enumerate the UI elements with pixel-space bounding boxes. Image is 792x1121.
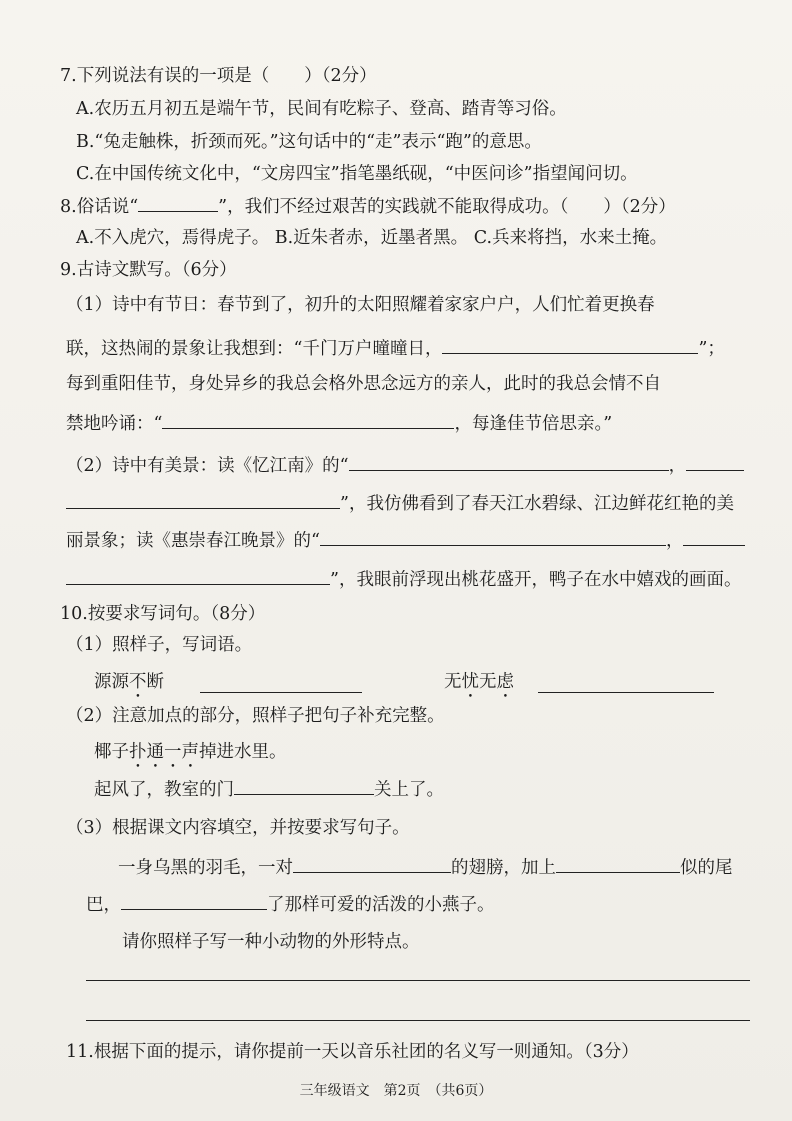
w2-dot: 忧: [461, 672, 479, 692]
q9-p2-line1-post: ，: [668, 456, 687, 476]
q10-blank-compose[interactable]: [121, 891, 267, 910]
q9-blank-3[interactable]: [349, 452, 669, 471]
q10-write-prompt: 请你照样子写一种小动物的外形特点。: [122, 932, 420, 952]
q10-sentence-blank[interactable]: [234, 776, 374, 795]
q9-p1-line1: （1）诗中有节日：春节到了，初升的太阳照耀着家家户户，人们忙着更换春: [66, 295, 655, 315]
q11-stem: 11.根据下面的提示，请你提前一天以音乐社团的名义写一则通知。（3分）: [66, 1042, 639, 1062]
q9-p1-line2-post: ”；: [698, 339, 725, 359]
q9-p1-line4-post: ，每逢佳节倍思亲。”: [454, 414, 613, 434]
w1-post: 断: [146, 672, 164, 692]
q8-stem: [60, 193, 676, 219]
l1-post: 似的尾: [680, 858, 733, 878]
q8-stem-post: ”，我们不经过艰苦的实践就不能取得成功。（ ）（2分）: [218, 197, 676, 217]
q10-example-sentence: [94, 740, 287, 772]
q7-stem: 7.下列说法有误的一项是（ ）（2分）: [60, 66, 377, 86]
q10-sub3: （3）根据课文内容填空，并按要求写句子。: [66, 818, 410, 838]
q8-options: A.不入虎穴，焉得虎子。 B.近朱者赤，近墨者黑。 C.兵来将挡，水来土掩。: [76, 228, 668, 248]
q9-blank-6[interactable]: [320, 527, 666, 546]
l1-pre: 一身乌黑的羽毛，一对: [118, 858, 293, 878]
q10-word-example-1: [94, 670, 164, 702]
q9-p1-line3: 每到重阳佳节，身处异乡的我总会格外思念远方的亲人，此时的我总会情不自: [66, 374, 661, 394]
l2-pre: 巴，: [86, 895, 121, 915]
answer-line-2[interactable]: [86, 1020, 750, 1021]
q7-option-a: A.农历五月初五是端午节，民间有吃粽子、登高、踏青等习俗。: [76, 99, 567, 119]
q7-option-b: B.“兔走触株，折颈而死。”这句话中的“走”表示“跑”的意思。: [76, 132, 542, 152]
q9-p2-line2: [66, 490, 734, 516]
q9-p1-line4: [66, 410, 612, 436]
q10-sub2: （2）注意加点的部分，照样子把句子补充完整。: [66, 706, 445, 726]
q9-stem: 9.古诗文默写。（6分）: [60, 260, 237, 280]
q9-blank-4[interactable]: [686, 452, 744, 471]
q9-p1-line2: [66, 335, 725, 361]
w1-pre: 源源: [94, 672, 129, 692]
q9-blank-5[interactable]: [66, 490, 340, 509]
q8-blank[interactable]: [138, 193, 218, 212]
q8-stem-pre: 8.俗话说“: [60, 197, 139, 217]
q10-word-blank-2[interactable]: [538, 674, 714, 693]
q9-blank-1[interactable]: [442, 335, 698, 354]
q7-option-c: C.在中国传统文化中，“文房四宝”指笔墨纸砚，“中医问诊”指望闻问切。: [76, 164, 638, 184]
q9-blank-2[interactable]: [162, 410, 454, 429]
q9-p2-line1-pre: （2）诗中有美景：读《忆江南》的“: [66, 456, 349, 476]
w2-mid: 无: [479, 672, 497, 692]
l1-mid: 的翅膀，加上: [451, 858, 556, 878]
w1-dot: 不: [129, 672, 147, 692]
q10-text-line2: [86, 891, 495, 917]
q9-p2-line1: [66, 452, 744, 478]
q9-p1-line2-pre: 联，这热闹的景象让我想到：“千门万户曈曈日，: [66, 339, 443, 359]
q9-p1-line4-pre: 禁地吟诵：“: [66, 414, 163, 434]
q10-stem: 10.按要求写词句。（8分）: [60, 604, 266, 624]
q9-p2-line3-post: ，: [665, 531, 684, 551]
answer-line-1[interactable]: [86, 980, 750, 981]
q9-p2-line3: [66, 527, 745, 553]
q10-word-blank-1[interactable]: [200, 674, 362, 693]
q9-p2-line2-post: ”，我仿佛看到了春天江水碧绿、江边鲜花红艳的美: [340, 494, 734, 514]
w2-pre: 无: [444, 672, 462, 692]
q10-text-line1: [118, 854, 733, 880]
l2-post: 了那样可爱的活泼的小燕子。: [267, 895, 495, 915]
q10-word-example-2: [444, 670, 514, 702]
q9-blank-7[interactable]: [683, 527, 745, 546]
ex-pre: 椰子: [94, 742, 129, 762]
ex-post: 掉进水里。: [199, 742, 287, 762]
q10-fill-sentence: [94, 776, 444, 802]
q9-blank-8[interactable]: [66, 566, 330, 585]
q9-p2-line3-pre: 丽景象；读《惠崇春江晚景》的“: [66, 531, 320, 551]
q10-blank-wings[interactable]: [293, 854, 451, 873]
q9-p2-line4: [66, 566, 741, 592]
q10-blank-tail[interactable]: [556, 854, 680, 873]
q10-sub1: （1）照样子，写词语。: [66, 635, 253, 655]
fill-post: 关上了。: [374, 780, 444, 800]
ex-dot: 扑通一声: [129, 742, 199, 762]
w2-dot2: 虑: [496, 672, 514, 692]
fill-pre: 起风了，教室的门: [94, 780, 234, 800]
q9-p2-line4-post: ”，我眼前浮现出桃花盛开，鸭子在水中嬉戏的画面。: [330, 570, 742, 590]
page-footer: 三年级语文 第2页 （共6页）: [299, 1083, 493, 1099]
